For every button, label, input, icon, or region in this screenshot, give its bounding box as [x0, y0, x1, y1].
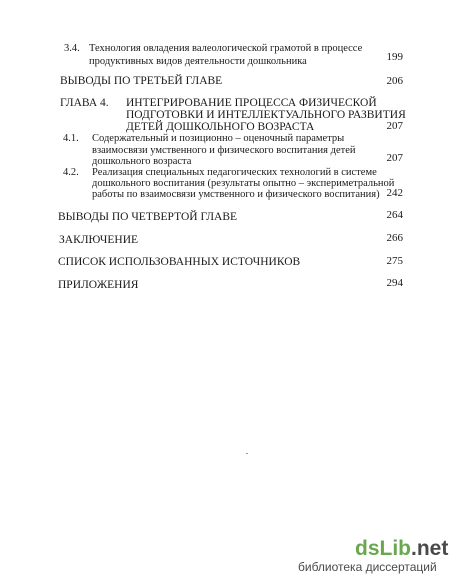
- toc-entry-4-2-line-2: дошкольного воспитания (результаты опытно – экспериметральной: [92, 178, 395, 189]
- dslib-subtitle: библиотека диссертаций: [298, 560, 437, 574]
- toc-entry-appendices-page: 294: [386, 277, 403, 289]
- toc-chapter-4-line-3: ДЕТЕЙ ДОШКОЛЬНОГО ВОЗРАСТА: [126, 121, 315, 133]
- dslib-logo-part-1: dsLib: [355, 537, 411, 560]
- dslib-logo-part-2: .net: [411, 537, 449, 560]
- toc-entry-3-4-line-1: Технология овладения валеологической грамотой в процессе: [89, 43, 363, 54]
- toc-entry-references-page: 275: [386, 255, 403, 267]
- toc-entry-4-1-page: 207: [386, 152, 403, 164]
- toc-chapter-4-label: ГЛАВА 4.: [60, 97, 109, 109]
- toc-entry-4-1-line-3: дошкольного возраста: [92, 156, 192, 167]
- toc-entry-4-1-number: 4.1.: [63, 133, 79, 144]
- toc-entry-3-4-line-2: продуктивных видов деятельности дошкольника: [89, 56, 307, 67]
- toc-entry-4-2-line-1: Реализация специальных педагогических технологий в системе: [92, 167, 377, 178]
- toc-entry-conclusions-3-title: ВЫВОДЫ ПО ТРЕТЬЕЙ ГЛАВЕ: [60, 75, 223, 87]
- toc-entry-4-1-line-2: взаимосвязи умственного и физического воспитания детей: [92, 145, 356, 156]
- toc-entry-conclusions-4-page: 264: [386, 209, 403, 221]
- dslib-logo: [355, 538, 448, 559]
- toc-entry-conclusions-4-title: ВЫВОДЫ ПО ЧЕТВЕРТОЙ ГЛАВЕ: [58, 211, 238, 223]
- toc-entry-3-4-number: 3.4.: [64, 43, 80, 54]
- toc-entry-references-title: СПИСОК ИСПОЛЬЗОВАННЫХ ИСТОЧНИКОВ: [58, 256, 301, 268]
- toc-entry-4-1-line-1: Содержательный и позиционно – оценочный параметры: [92, 133, 345, 144]
- toc-chapter-4-line-1: ИНТЕГРИРОВАНИЕ ПРОЦЕССА ФИЗИЧЕСКОЙ: [126, 97, 377, 109]
- toc-entry-4-2-number: 4.2.: [63, 167, 79, 178]
- toc-entry-conclusion-title: ЗАКЛЮЧЕНИЕ: [59, 234, 139, 246]
- toc-entry-3-4-page: 199: [386, 51, 403, 63]
- toc-entry-4-2-line-3: работы по взаимосвязи умственного и физического воспитания): [92, 189, 380, 200]
- toc-entry-4-2-page: 242: [386, 187, 403, 199]
- scan-speck: [246, 453, 248, 454]
- toc-chapter-4-page: 207: [386, 120, 403, 132]
- toc-entry-conclusion-page: 266: [386, 232, 403, 244]
- toc-chapter-4-line-2: ПОДГОТОВКИ И ИНТЕЛЛЕКТУАЛЬНОГО РАЗВИТИЯ: [126, 109, 406, 121]
- toc-entry-appendices-title: ПРИЛОЖЕНИЯ: [58, 279, 139, 291]
- toc-entry-conclusions-3-page: 206: [386, 75, 403, 87]
